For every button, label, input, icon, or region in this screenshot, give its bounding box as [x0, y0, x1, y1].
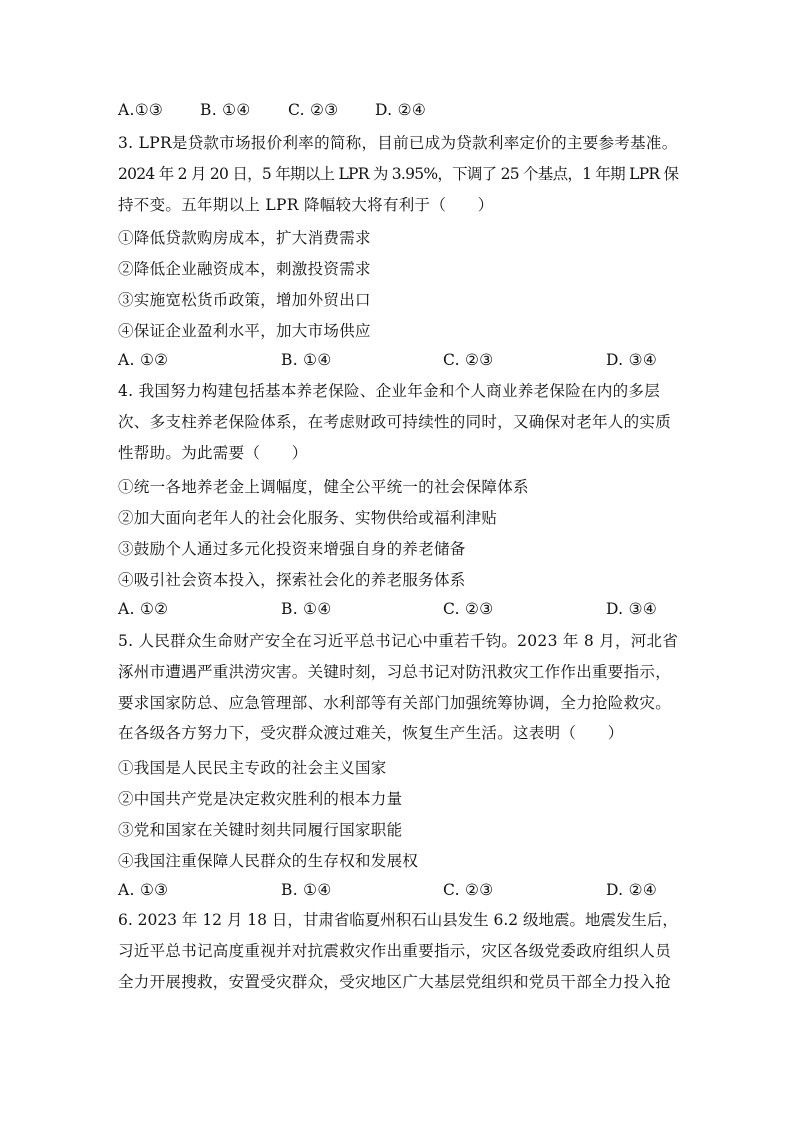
q3-option-c: C. ②③ [443, 351, 494, 369]
q5-option-d: D. ②④ [606, 881, 658, 899]
q4-statement-3: ③鼓励个人通过多元化投资来增强自身的养老储备 [118, 540, 466, 558]
q4-option-a: A. ①② [118, 600, 169, 618]
q4-statement-1: ①统一各地养老金上调幅度，健全公平统一的社会保障体系 [118, 478, 529, 496]
q3-statement-1: ①降低贷款购房成本，扩大消费需求 [118, 229, 371, 247]
q5-stem [118, 626, 678, 749]
q2-option-d: D. ②④ [375, 101, 427, 119]
q6-stem-line: 6. 2023 年 12 月 18 日，甘肃省临夏州积石山县发生 6.2 级地震。地震发生后， [118, 911, 678, 929]
q3-stem [118, 128, 678, 220]
q6-stem-line: 习近平总书记高度重视并对抗震救灾作出重要指示，灾区各级党委政府组织人员 [118, 941, 672, 960]
q3-stem-line: 2024 年 2 月 20 日，5 年期以上 LPR 为 3.95%，下调了 25 个基点，1 年期 LPR 保 [118, 164, 679, 183]
q3-statement-2: ②降低企业融资成本，刺激投资需求 [118, 260, 371, 278]
q3-statement-3: ③实施宽松货币政策，增加外贸出口 [118, 291, 371, 309]
q2-option-b: B. ①④ [200, 101, 251, 119]
q5-stem-line: 在各级各方努力下，受灾群众渡过难关，恢复生产生活。这表明（ ） [118, 724, 624, 743]
q3-stem-line: 持不变。五年期以上 LPR 降幅较大将有利于（ ） [118, 195, 494, 214]
q4-statement-2: ②加大面向老年人的社会化服务、实物供给或福利津贴 [118, 509, 498, 527]
q5-statement-4: ④我国注重保障人民群众的生存权和发展权 [118, 852, 419, 870]
q5-statement-3: ③党和国家在关键时刻共同履行国家职能 [118, 821, 403, 839]
q4-stem [118, 376, 678, 468]
q3-option-a: A. ①② [118, 351, 169, 369]
q3-statement-4: ④保证企业盈利水平，加大市场供应 [118, 322, 371, 340]
q5-statement-1: ①我国是人民民主专政的社会主义国家 [118, 759, 387, 777]
q5-stem-line: 5. 人民群众生命财产安全在习近平总书记心中重若千钧。2023 年 8 月，河北省 [118, 632, 679, 650]
q5-option-c: C. ②③ [443, 881, 494, 899]
q5-statement-2: ②中国共产党是决定救灾胜利的根本力量 [118, 790, 403, 808]
q3-stem-line: 3. LPR是贷款市场报价利率的简称，目前已成为贷款利率定价的主要参考基准。 [118, 134, 678, 152]
q5-option-a: A. ①③ [118, 881, 169, 899]
q4-stem-line: 性帮助。为此需要（ ） [118, 443, 308, 462]
q3-option-d: D. ③④ [606, 351, 658, 369]
q4-option-b: B. ①④ [281, 600, 332, 618]
q2-option-c: C. ②③ [288, 101, 339, 119]
q5-stem-line: 涿州市遭遇严重洪涝灾害。关键时刻，习总书记对防汛救灾工作作出重要指示， [118, 662, 672, 681]
q6-stem [118, 905, 678, 997]
q3-option-b: B. ①④ [281, 351, 332, 369]
q5-stem-line: 要求国家防总、应急管理部、水利部等有关部门加强统筹协调，全力抢险救灾。 [118, 693, 672, 712]
q2-option-a: A.①③ [118, 101, 164, 119]
q4-option-d: D. ③④ [606, 600, 658, 618]
q6-stem-line: 全力开展搜救，安置受灾群众，受灾地区广大基层党组织和党员干部全力投入抢 [118, 972, 672, 991]
q4-stem-line: 4. 我国努力构建包括基本养老保险、企业年金和个人商业养老保险在内的多层 [118, 382, 661, 400]
q4-option-c: C. ②③ [443, 600, 494, 618]
q4-statement-4: ④吸引社会资本投入，探索社会化的养老服务体系 [118, 571, 466, 589]
q4-stem-line: 次、多支柱养老保险体系，在考虑财政可持续性的同时，又确保对老年人的实质 [118, 412, 672, 431]
q5-option-b: B. ①④ [281, 881, 332, 899]
